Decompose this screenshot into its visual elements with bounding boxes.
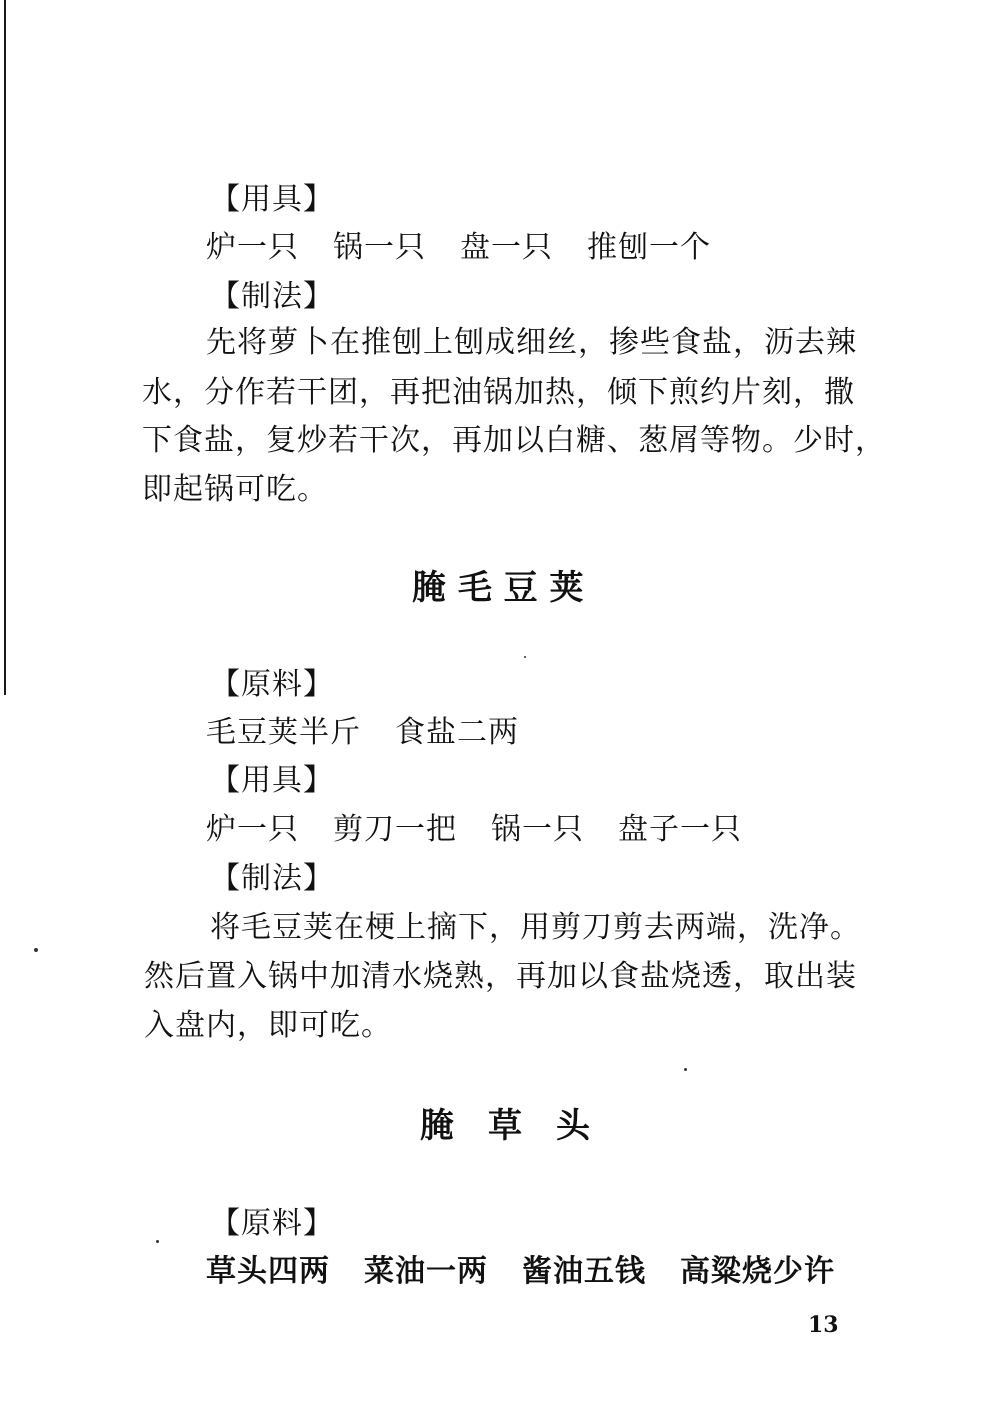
method-line: 下食盐，复炒若干次，再加以白糖、葱屑等物。少时， <box>142 423 886 458</box>
tools-list <box>206 228 745 268</box>
scan-speck <box>156 1240 159 1243</box>
method-line: 入盘内，即可吃。 <box>144 1008 392 1043</box>
recipe-title: 腌 草 头 <box>420 1106 590 1146</box>
method-line: 先将萝卜在推刨上刨成细丝，掺些食盐，沥去辣 <box>206 325 857 360</box>
tool-item: 锅一只 <box>491 812 584 847</box>
tool-item: 推刨一个 <box>587 230 711 265</box>
ingredient-item: 高粱烧少许 <box>680 1254 835 1289</box>
tool-item: 盘一只 <box>460 230 553 265</box>
method-line: 即起锅可吃。 <box>142 472 328 507</box>
tools-list <box>206 810 776 850</box>
tool-item: 剪刀一把 <box>333 812 457 847</box>
ingredient-item: 毛豆荚半斤 <box>206 715 361 750</box>
ingredient-item: 菜油一两 <box>364 1254 488 1289</box>
recipe-title: 腌 毛 豆 荚 <box>412 568 584 608</box>
method-line: 将毛豆荚在梗上摘下，用剪刀剪去两端，洗净。 <box>210 910 861 945</box>
ingredients-list <box>206 1252 869 1292</box>
scan-speck <box>34 948 38 952</box>
tool-item: 盘子一只 <box>618 812 742 847</box>
ingredients-label: 【原料】 <box>210 1206 334 1241</box>
tool-item: 锅一只 <box>333 230 426 265</box>
ingredient-item: 草头四两 <box>206 1254 330 1289</box>
ingredients-label: 【原料】 <box>210 667 334 702</box>
page-binding-edge <box>4 0 6 695</box>
scan-speck <box>524 656 526 658</box>
ingredients-list <box>206 713 553 753</box>
ingredient-item: 食盐二两 <box>395 715 519 750</box>
ingredient-item: 酱油五钱 <box>522 1254 646 1289</box>
scan-speck <box>684 1068 687 1071</box>
method-line: 水，分作若干团，再把油锅加热，倾下煎约片刻，撒 <box>142 375 855 410</box>
tools-label: 【用具】 <box>210 182 334 217</box>
tool-item: 炉一只 <box>206 812 299 847</box>
method-label: 【制法】 <box>210 861 334 896</box>
method-label: 【制法】 <box>210 279 334 314</box>
method-line: 然后置入锅中加清水烧熟，再加以食盐烧透，取出装 <box>144 959 857 994</box>
tool-item: 炉一只 <box>206 230 299 265</box>
page-number: 13 <box>808 1312 839 1338</box>
tools-label: 【用具】 <box>210 763 334 798</box>
